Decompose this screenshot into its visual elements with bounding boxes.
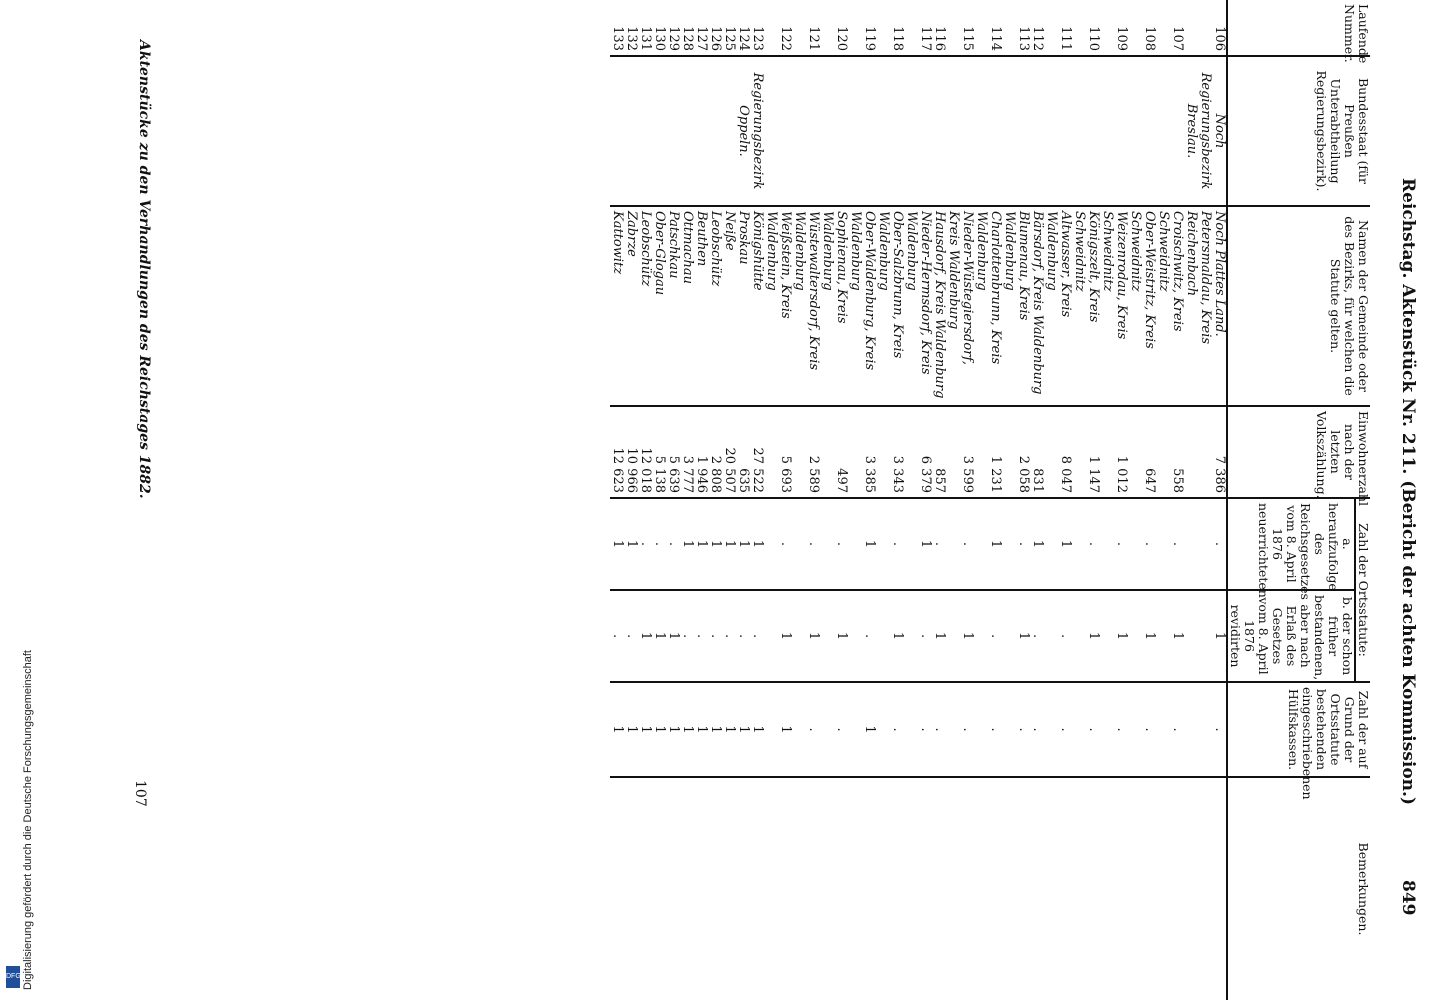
row-number: 113 <box>1016 26 1031 51</box>
municipality-name: Croischwitz, Kreis Schweidnitz <box>1156 206 1184 406</box>
municipality-name: Hausdorf, Kreis Waldenburg <box>932 206 946 406</box>
count-relief-funds: . <box>876 682 904 777</box>
population: 12 623 <box>610 406 624 498</box>
count-revised-statutes: . <box>610 590 624 682</box>
municipality-name: Bärsdorf, Kreis Waldenburg <box>1030 206 1044 406</box>
table-row <box>750 0 764 1000</box>
row-number: 119 <box>862 26 877 51</box>
col-header-name: Namen der Gemeinde oder des Bezirks, für welchen die Statute gelten. <box>1227 206 1370 406</box>
count-relief-funds: 1 <box>610 682 624 777</box>
municipality-name: Ober-Salzbrunn, Kreis Waldenburg <box>876 206 904 406</box>
remarks-cell <box>1156 777 1184 1000</box>
count-relief-funds: 1 <box>694 682 708 777</box>
count-revised-statutes: . <box>624 590 638 682</box>
count-revised-statutes: 1 <box>792 590 820 682</box>
count-relief-funds: . <box>1156 682 1184 777</box>
count-relief-funds: . <box>904 682 932 777</box>
remarks-cell <box>708 777 722 1000</box>
count-relief-funds: . <box>946 682 974 777</box>
row-number: 130 <box>652 26 667 51</box>
remarks-cell <box>932 777 946 1000</box>
region-label-oppeln: Regierungsbezirk Oppeln. <box>610 56 764 206</box>
count-new-statutes: 1 <box>708 498 722 590</box>
row-number: 114 <box>988 26 1003 51</box>
count-relief-funds: 1 <box>736 682 750 777</box>
municipality-name: Ober-Waldenburg, Kreis Waldenburg <box>848 206 876 406</box>
count-relief-funds: . <box>1128 682 1156 777</box>
remarks-cell <box>694 777 708 1000</box>
footer-page-number: 107 <box>132 780 148 807</box>
ortsstatute-table <box>610 0 1370 1000</box>
count-new-statutes: . <box>638 498 652 590</box>
remarks-cell <box>1030 777 1044 1000</box>
remarks-cell <box>722 777 736 1000</box>
row-number: 110 <box>1086 26 1101 51</box>
table-body <box>610 0 1227 1000</box>
table-row <box>1184 0 1227 1000</box>
remarks-cell <box>750 777 764 1000</box>
population: 5 138 <box>652 406 666 498</box>
dfg-credit-text: Digitalisierung gefördert durch die Deutsche Forschungsgemeinschaft <box>22 650 34 990</box>
count-relief-funds: . <box>1002 682 1030 777</box>
row-number: 106 <box>1212 26 1227 51</box>
count-new-statutes: . <box>1156 498 1184 590</box>
count-revised-statutes: . <box>722 590 736 682</box>
population: 2 808 <box>708 406 722 498</box>
row-number: 126 <box>708 26 723 51</box>
count-relief-funds: 1 <box>848 682 876 777</box>
row-number: 132 <box>624 26 639 51</box>
count-relief-funds: 1 <box>666 682 680 777</box>
population: 3 599 <box>946 406 974 498</box>
remarks-cell <box>904 777 932 1000</box>
count-revised-statutes: . <box>1030 590 1044 682</box>
count-new-statutes: 1 <box>722 498 736 590</box>
count-revised-statutes: 1 <box>932 590 946 682</box>
municipality-name: Altwasser, Kreis Waldenburg <box>1044 206 1072 406</box>
remarks-cell <box>1072 777 1100 1000</box>
remarks-cell <box>680 777 694 1000</box>
count-new-statutes: . <box>1100 498 1128 590</box>
remarks-cell <box>652 777 666 1000</box>
row-number: 116 <box>932 26 947 51</box>
row-number: 108 <box>1142 26 1157 51</box>
count-revised-statutes: 1 <box>820 590 848 682</box>
count-relief-funds: . <box>932 682 946 777</box>
row-number: 120 <box>834 26 849 51</box>
row-number: 117 <box>918 26 933 51</box>
count-new-statutes: . <box>876 498 904 590</box>
municipality-name: Ober-Glogau <box>652 206 666 406</box>
count-new-statutes: . <box>652 498 666 590</box>
count-revised-statutes: . <box>1044 590 1072 682</box>
count-new-statutes: 1 <box>624 498 638 590</box>
count-revised-statutes: . <box>904 590 932 682</box>
population: 3 385 <box>848 406 876 498</box>
count-new-statutes: 1 <box>736 498 750 590</box>
row-number: 112 <box>1030 26 1045 51</box>
population: 20 507 <box>722 406 736 498</box>
count-revised-statutes: 1 <box>946 590 974 682</box>
running-header <box>1388 0 1424 1000</box>
count-relief-funds: . <box>792 682 820 777</box>
remarks-cell <box>974 777 1002 1000</box>
municipality-name: Ober-Weistritz, Kreis Schweidnitz <box>1128 206 1156 406</box>
count-revised-statutes: . <box>750 590 764 682</box>
municipality-name: Leobschütz <box>638 206 652 406</box>
header-row <box>1355 0 1370 1000</box>
population: 497 <box>820 406 848 498</box>
remarks-cell <box>1100 777 1128 1000</box>
municipality-name: Sophienau, Kreis Waldenburg <box>820 206 848 406</box>
population: 5 639 <box>666 406 680 498</box>
population: 27 522 <box>750 406 764 498</box>
municipality-name: Beuthen <box>694 206 708 406</box>
col-header-kassen: Zahl der auf Grund der Ortsstatute bestehenden eingeschriebenen Hülfskassen. <box>1227 682 1370 777</box>
municipality-name: Proskau <box>736 206 750 406</box>
count-revised-statutes: 1 <box>1156 590 1184 682</box>
population: 831 <box>1030 406 1044 498</box>
count-new-statutes: . <box>1072 498 1100 590</box>
count-relief-funds: 1 <box>680 682 694 777</box>
region-label-breslau: Noch Regierungsbezirk Breslau. <box>764 56 1227 206</box>
row-number: 128 <box>680 26 695 51</box>
count-new-statutes: 1 <box>680 498 694 590</box>
count-new-statutes: 1 <box>610 498 624 590</box>
count-revised-statutes: . <box>680 590 694 682</box>
count-new-statutes: . <box>820 498 848 590</box>
count-new-statutes: 1 <box>1044 498 1072 590</box>
row-number: 133 <box>610 26 625 51</box>
count-revised-statutes: 1 <box>1128 590 1156 682</box>
row-number: 111 <box>1058 26 1073 51</box>
count-new-statutes: . <box>932 498 946 590</box>
row-number: 122 <box>778 26 793 51</box>
row-number: 129 <box>666 26 681 51</box>
population: 3 777 <box>680 406 694 498</box>
header-page-number: 849 <box>1398 880 1418 916</box>
population: 8 047 <box>1044 406 1072 498</box>
population: 1 231 <box>974 406 1002 498</box>
col-header-nr: Laufende Nummer. <box>1227 0 1370 56</box>
count-relief-funds: 1 <box>722 682 736 777</box>
population: 7 386 <box>1184 406 1227 498</box>
municipality-name: Patschkau <box>666 206 680 406</box>
count-new-statutes: . <box>764 498 792 590</box>
row-number: 127 <box>694 26 709 51</box>
remarks-cell <box>610 777 624 1000</box>
count-new-statutes: 1 <box>750 498 764 590</box>
remarks-cell <box>876 777 904 1000</box>
remarks-cell <box>638 777 652 1000</box>
population: 5 693 <box>764 406 792 498</box>
count-relief-funds: . <box>1044 682 1072 777</box>
row-number: 121 <box>806 26 821 51</box>
municipality-name: Weißstein, Kreis Waldenburg <box>764 206 792 406</box>
row-number: 115 <box>960 26 975 51</box>
count-revised-statutes: 1 <box>652 590 666 682</box>
count-new-statutes: 1 <box>1030 498 1044 590</box>
count-revised-statutes: . <box>848 590 876 682</box>
count-relief-funds: . <box>974 682 1002 777</box>
row-number: 125 <box>722 26 737 51</box>
count-relief-funds: 1 <box>638 682 652 777</box>
count-revised-statutes: . <box>974 590 1002 682</box>
remarks-cell <box>1128 777 1156 1000</box>
population: 2 589 <box>792 406 820 498</box>
count-revised-statutes: . <box>708 590 722 682</box>
count-relief-funds: 1 <box>708 682 722 777</box>
count-relief-funds: 1 <box>764 682 792 777</box>
count-new-statutes: . <box>792 498 820 590</box>
population: 10 966 <box>624 406 638 498</box>
count-revised-statutes: . <box>736 590 750 682</box>
count-revised-statutes: 1 <box>764 590 792 682</box>
population: 1 147 <box>1072 406 1100 498</box>
count-relief-funds: . <box>1100 682 1128 777</box>
row-number: 107 <box>1170 26 1185 51</box>
col-header-b: b. der schon früher bestandenen, aber nach Erlaß des Gesetzes vom 8. April 1876 revidirten <box>1227 590 1355 682</box>
municipality-name: Weizenrodau, Kreis Schweidnitz <box>1100 206 1128 406</box>
municipality-name: Königshütte <box>750 206 764 406</box>
row-number: 109 <box>1114 26 1129 51</box>
remarks-cell <box>666 777 680 1000</box>
count-new-statutes: 1 <box>694 498 708 590</box>
count-new-statutes: 1 <box>848 498 876 590</box>
population: 12 018 <box>638 406 652 498</box>
remarks-cell <box>946 777 974 1000</box>
count-revised-statutes: 1 <box>876 590 904 682</box>
col-header-a: a. heraufzufolge des Reichsgesetzes vom 8. April 1876 neuerrichteten <box>1227 498 1355 590</box>
municipality-name: Noch Plattes Land. Petersmaldau, Kreis Reichenbach <box>1184 206 1227 406</box>
count-relief-funds: . <box>1184 682 1227 777</box>
count-relief-funds: 1 <box>624 682 638 777</box>
municipality-name: Nieder-Wüstegiersdorf, Kreis Waldenburg <box>946 206 974 406</box>
col-header-state: Bundesstaat (für Preußen Unterabtheilung Regierungsbezirk). <box>1227 56 1370 206</box>
count-relief-funds: . <box>1072 682 1100 777</box>
count-new-statutes: . <box>1128 498 1156 590</box>
population: 1 946 <box>694 406 708 498</box>
row-number: 124 <box>736 26 751 51</box>
population: 647 <box>1128 406 1156 498</box>
remarks-cell <box>792 777 820 1000</box>
col-header-population: Einwohnerzahl nach der letzten Volkszählung. <box>1227 406 1370 498</box>
count-relief-funds: 1 <box>652 682 666 777</box>
municipality-name: Ottmachau <box>680 206 694 406</box>
dfg-logo: DFG <box>6 966 20 988</box>
count-revised-statutes: 1 <box>1072 590 1100 682</box>
count-revised-statutes: 1 <box>1100 590 1128 682</box>
count-new-statutes: 1 <box>904 498 932 590</box>
footer-text: Aktenstücke zu den Verhandlungen des Reichstages 1882. <box>136 40 152 499</box>
row-number: 123 <box>750 26 765 51</box>
municipality-name: Zabrze <box>624 206 638 406</box>
col-header-remarks: Bemerkungen. <box>1227 777 1370 1000</box>
municipality-name: Königszelt, Kreis Schweidnitz <box>1072 206 1100 406</box>
municipality-name: Leobschütz <box>708 206 722 406</box>
population: 558 <box>1156 406 1184 498</box>
municipality-name: Kattowitz <box>610 206 624 406</box>
count-revised-statutes: . <box>694 590 708 682</box>
count-new-statutes: . <box>1184 498 1227 590</box>
row-number: 118 <box>890 26 905 51</box>
remarks-cell <box>1002 777 1030 1000</box>
count-relief-funds: 1 <box>750 682 764 777</box>
population: 1 012 <box>1100 406 1128 498</box>
remarks-cell <box>1184 777 1227 1000</box>
count-revised-statutes: 1 <box>1184 590 1227 682</box>
remarks-cell <box>1044 777 1072 1000</box>
header-title: Reichstag. Aktenstück Nr. 211. (Bericht der achten Kommission.) <box>1398 178 1418 806</box>
count-revised-statutes: 1 <box>638 590 652 682</box>
col-header-statute-count: Zahl der Ortsstatute: <box>1355 498 1370 682</box>
count-new-statutes: 1 <box>974 498 1002 590</box>
municipality-name: Blumenau, Kreis Waldenburg <box>1002 206 1030 406</box>
municipality-name: Wüstewaltersdorf, Kreis Waldenburg <box>792 206 820 406</box>
remarks-cell <box>736 777 750 1000</box>
remarks-cell <box>624 777 638 1000</box>
remarks-cell <box>764 777 792 1000</box>
count-new-statutes: . <box>946 498 974 590</box>
remarks-cell <box>848 777 876 1000</box>
count-relief-funds: . <box>820 682 848 777</box>
population: 3 343 <box>876 406 904 498</box>
row-number: 131 <box>638 26 653 51</box>
population: 857 <box>932 406 946 498</box>
municipality-name: Charlottenbrunn, Kreis Waldenburg <box>974 206 1002 406</box>
count-relief-funds: . <box>1030 682 1044 777</box>
remarks-cell <box>820 777 848 1000</box>
count-revised-statutes: 1 <box>1002 590 1030 682</box>
population: 2 058 <box>1002 406 1030 498</box>
municipality-name: Nieder-Hermsdorf, Kreis Waldenburg <box>904 206 932 406</box>
count-new-statutes: . <box>666 498 680 590</box>
population: 635 <box>736 406 750 498</box>
municipality-name: Neiße <box>722 206 736 406</box>
population: 6 379 <box>904 406 932 498</box>
count-new-statutes: . <box>1002 498 1030 590</box>
count-revised-statutes: 1 <box>666 590 680 682</box>
